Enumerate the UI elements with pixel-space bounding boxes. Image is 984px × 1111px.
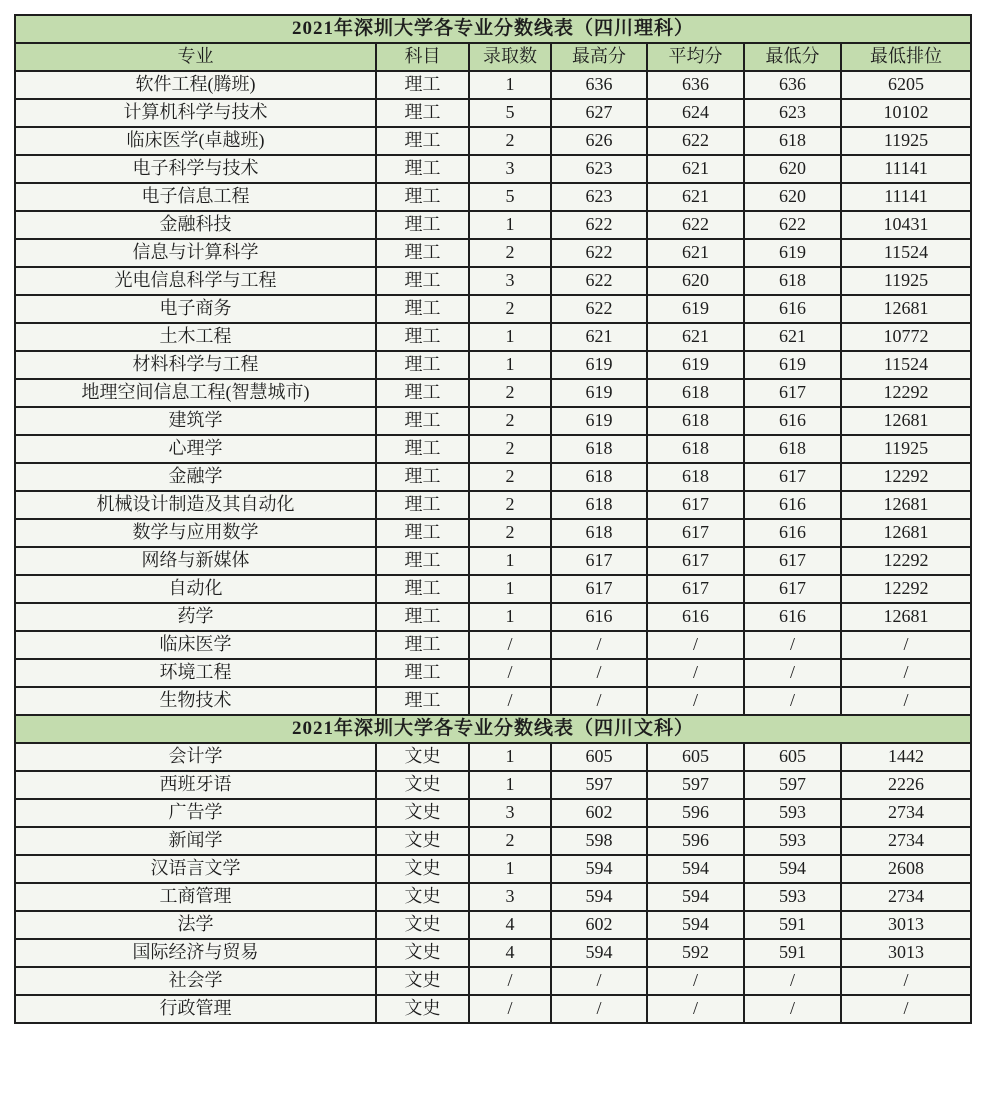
major-cell: 建筑学: [15, 407, 376, 435]
subject-cell: 理工: [376, 491, 469, 519]
count-cell: 1: [469, 855, 551, 883]
min-score-cell: /: [744, 631, 841, 659]
major-cell: 工商管理: [15, 883, 376, 911]
subject-cell: 理工: [376, 519, 469, 547]
min-rank-cell: /: [841, 631, 971, 659]
max-score-cell: 616: [551, 603, 647, 631]
subject-cell: 理工: [376, 407, 469, 435]
min-score-cell: /: [744, 687, 841, 715]
min-score-cell: 593: [744, 799, 841, 827]
major-cell: 临床医学(卓越班): [15, 127, 376, 155]
avg-score-cell: 617: [647, 575, 744, 603]
min-rank-cell: 2734: [841, 883, 971, 911]
min-score-cell: 616: [744, 491, 841, 519]
table-row: [15, 603, 971, 631]
count-cell: 1: [469, 211, 551, 239]
min-rank-cell: 11524: [841, 239, 971, 267]
major-cell: 药学: [15, 603, 376, 631]
major-cell: 西班牙语: [15, 771, 376, 799]
table-row: [15, 995, 971, 1023]
min-rank-cell: 10772: [841, 323, 971, 351]
avg-score-cell: 621: [647, 323, 744, 351]
max-score-cell: 621: [551, 323, 647, 351]
min-rank-cell: 12681: [841, 519, 971, 547]
table-row: [15, 463, 971, 491]
major-cell: 汉语言文学: [15, 855, 376, 883]
max-score-cell: /: [551, 967, 647, 995]
count-cell: 3: [469, 155, 551, 183]
min-score-cell: 593: [744, 827, 841, 855]
subject-cell: 理工: [376, 183, 469, 211]
avg-score-cell: 636: [647, 71, 744, 99]
min-rank-cell: 12292: [841, 547, 971, 575]
major-cell: 电子商务: [15, 295, 376, 323]
count-cell: 1: [469, 71, 551, 99]
section-title: 2021年深圳大学各专业分数线表（四川文科）: [15, 715, 971, 743]
major-cell: 材料科学与工程: [15, 351, 376, 379]
major-cell: 国际经济与贸易: [15, 939, 376, 967]
min-rank-cell: 3013: [841, 939, 971, 967]
count-cell: /: [469, 967, 551, 995]
min-rank-cell: /: [841, 967, 971, 995]
max-score-cell: /: [551, 995, 647, 1023]
table-row: [15, 295, 971, 323]
max-score-cell: 594: [551, 855, 647, 883]
subject-cell: 理工: [376, 379, 469, 407]
major-cell: 软件工程(腾班): [15, 71, 376, 99]
min-rank-cell: 12292: [841, 379, 971, 407]
table-row: [15, 547, 971, 575]
section-title: 2021年深圳大学各专业分数线表（四川理科）: [15, 15, 971, 43]
min-rank-cell: 12681: [841, 603, 971, 631]
table-row: [15, 771, 971, 799]
major-cell: 会计学: [15, 743, 376, 771]
avg-score-cell: 605: [647, 743, 744, 771]
section-title-row: [15, 715, 971, 743]
max-score-cell: 618: [551, 491, 647, 519]
avg-score-cell: 618: [647, 407, 744, 435]
count-cell: 2: [469, 127, 551, 155]
table-row: [15, 239, 971, 267]
subject-cell: 文史: [376, 939, 469, 967]
avg-score-cell: 618: [647, 379, 744, 407]
major-cell: 机械设计制造及其自动化: [15, 491, 376, 519]
count-cell: 4: [469, 911, 551, 939]
subject-cell: 理工: [376, 295, 469, 323]
min-rank-cell: 11524: [841, 351, 971, 379]
min-rank-cell: 12292: [841, 575, 971, 603]
max-score-cell: 622: [551, 211, 647, 239]
subject-cell: 理工: [376, 99, 469, 127]
min-rank-cell: 2608: [841, 855, 971, 883]
column-header-max-score: 最高分: [551, 43, 647, 71]
count-cell: /: [469, 687, 551, 715]
major-cell: 电子信息工程: [15, 183, 376, 211]
count-cell: 1: [469, 323, 551, 351]
avg-score-cell: 596: [647, 799, 744, 827]
count-cell: 2: [469, 435, 551, 463]
min-rank-cell: 2226: [841, 771, 971, 799]
min-rank-cell: 11925: [841, 267, 971, 295]
avg-score-cell: 592: [647, 939, 744, 967]
subject-cell: 文史: [376, 799, 469, 827]
table-row: [15, 71, 971, 99]
min-score-cell: 591: [744, 911, 841, 939]
min-score-cell: /: [744, 995, 841, 1023]
column-header-row: [15, 43, 971, 71]
column-header-major: 专业: [15, 43, 376, 71]
subject-cell: 理工: [376, 127, 469, 155]
count-cell: 2: [469, 295, 551, 323]
subject-cell: 理工: [376, 267, 469, 295]
min-rank-cell: 2734: [841, 827, 971, 855]
count-cell: 4: [469, 939, 551, 967]
major-cell: 新闻学: [15, 827, 376, 855]
major-cell: 金融科技: [15, 211, 376, 239]
column-header-min-score: 最低分: [744, 43, 841, 71]
max-score-cell: 602: [551, 911, 647, 939]
major-cell: 计算机科学与技术: [15, 99, 376, 127]
count-cell: /: [469, 631, 551, 659]
min-rank-cell: 11141: [841, 183, 971, 211]
max-score-cell: /: [551, 659, 647, 687]
major-cell: 社会学: [15, 967, 376, 995]
count-cell: 1: [469, 743, 551, 771]
subject-cell: 理工: [376, 155, 469, 183]
count-cell: 2: [469, 491, 551, 519]
avg-score-cell: 618: [647, 463, 744, 491]
avg-score-cell: 622: [647, 211, 744, 239]
min-score-cell: 620: [744, 183, 841, 211]
avg-score-cell: 617: [647, 547, 744, 575]
subject-cell: 理工: [376, 239, 469, 267]
table-row: [15, 911, 971, 939]
subject-cell: 理工: [376, 211, 469, 239]
min-rank-cell: 12681: [841, 295, 971, 323]
min-score-cell: 617: [744, 379, 841, 407]
avg-score-cell: /: [647, 967, 744, 995]
min-score-cell: 617: [744, 575, 841, 603]
max-score-cell: 622: [551, 239, 647, 267]
table-row: [15, 491, 971, 519]
admission-score-table: [14, 14, 972, 1024]
major-cell: 环境工程: [15, 659, 376, 687]
count-cell: 2: [469, 379, 551, 407]
table-row: [15, 631, 971, 659]
min-score-cell: 618: [744, 435, 841, 463]
min-rank-cell: 3013: [841, 911, 971, 939]
major-cell: 临床医学: [15, 631, 376, 659]
max-score-cell: /: [551, 687, 647, 715]
subject-cell: 文史: [376, 743, 469, 771]
max-score-cell: 622: [551, 267, 647, 295]
max-score-cell: 636: [551, 71, 647, 99]
column-header-subject: 科目: [376, 43, 469, 71]
avg-score-cell: 594: [647, 855, 744, 883]
major-cell: 生物技术: [15, 687, 376, 715]
min-score-cell: 618: [744, 267, 841, 295]
section-title-row: [15, 15, 971, 43]
count-cell: 1: [469, 351, 551, 379]
count-cell: 1: [469, 547, 551, 575]
table-row: [15, 351, 971, 379]
avg-score-cell: 617: [647, 519, 744, 547]
table-row: [15, 407, 971, 435]
min-score-cell: 623: [744, 99, 841, 127]
min-rank-cell: 11925: [841, 127, 971, 155]
column-header-min-rank: 最低排位: [841, 43, 971, 71]
min-score-cell: 616: [744, 295, 841, 323]
min-score-cell: 591: [744, 939, 841, 967]
max-score-cell: 622: [551, 295, 647, 323]
count-cell: /: [469, 995, 551, 1023]
subject-cell: 理工: [376, 687, 469, 715]
avg-score-cell: 622: [647, 127, 744, 155]
avg-score-cell: 596: [647, 827, 744, 855]
max-score-cell: 619: [551, 351, 647, 379]
min-score-cell: 594: [744, 855, 841, 883]
table-row: [15, 827, 971, 855]
min-rank-cell: 6205: [841, 71, 971, 99]
min-rank-cell: 12681: [841, 407, 971, 435]
table-row: [15, 267, 971, 295]
subject-cell: 理工: [376, 351, 469, 379]
min-score-cell: 593: [744, 883, 841, 911]
min-score-cell: 618: [744, 127, 841, 155]
subject-cell: 文史: [376, 855, 469, 883]
major-cell: 网络与新媒体: [15, 547, 376, 575]
subject-cell: 理工: [376, 659, 469, 687]
table-row: [15, 743, 971, 771]
max-score-cell: 619: [551, 379, 647, 407]
min-score-cell: 617: [744, 463, 841, 491]
max-score-cell: 597: [551, 771, 647, 799]
max-score-cell: /: [551, 631, 647, 659]
avg-score-cell: 619: [647, 351, 744, 379]
avg-score-cell: 621: [647, 239, 744, 267]
table-row: [15, 127, 971, 155]
max-score-cell: 598: [551, 827, 647, 855]
major-cell: 土木工程: [15, 323, 376, 351]
subject-cell: 文史: [376, 911, 469, 939]
subject-cell: 文史: [376, 995, 469, 1023]
min-score-cell: 605: [744, 743, 841, 771]
max-score-cell: 623: [551, 183, 647, 211]
major-cell: 法学: [15, 911, 376, 939]
major-cell: 金融学: [15, 463, 376, 491]
min-score-cell: 636: [744, 71, 841, 99]
avg-score-cell: /: [647, 631, 744, 659]
table-row: [15, 183, 971, 211]
avg-score-cell: /: [647, 659, 744, 687]
max-score-cell: 617: [551, 575, 647, 603]
avg-score-cell: 621: [647, 155, 744, 183]
max-score-cell: 594: [551, 883, 647, 911]
min-rank-cell: /: [841, 687, 971, 715]
subject-cell: 理工: [376, 575, 469, 603]
min-rank-cell: 10102: [841, 99, 971, 127]
min-score-cell: 622: [744, 211, 841, 239]
count-cell: 3: [469, 267, 551, 295]
major-cell: 行政管理: [15, 995, 376, 1023]
min-score-cell: 619: [744, 351, 841, 379]
avg-score-cell: 616: [647, 603, 744, 631]
avg-score-cell: 620: [647, 267, 744, 295]
min-rank-cell: 1442: [841, 743, 971, 771]
major-cell: 广告学: [15, 799, 376, 827]
max-score-cell: 617: [551, 547, 647, 575]
subject-cell: 文史: [376, 967, 469, 995]
max-score-cell: 626: [551, 127, 647, 155]
subject-cell: 文史: [376, 827, 469, 855]
min-rank-cell: 11925: [841, 435, 971, 463]
major-cell: 地理空间信息工程(智慧城市): [15, 379, 376, 407]
min-score-cell: 619: [744, 239, 841, 267]
max-score-cell: 619: [551, 407, 647, 435]
max-score-cell: 618: [551, 435, 647, 463]
avg-score-cell: 619: [647, 295, 744, 323]
table-body: [15, 15, 971, 1023]
min-score-cell: 620: [744, 155, 841, 183]
avg-score-cell: 594: [647, 911, 744, 939]
min-score-cell: 616: [744, 407, 841, 435]
count-cell: 2: [469, 239, 551, 267]
table-row: [15, 855, 971, 883]
table-row: [15, 379, 971, 407]
avg-score-cell: 618: [647, 435, 744, 463]
subject-cell: 理工: [376, 603, 469, 631]
min-rank-cell: 2734: [841, 799, 971, 827]
major-cell: 数学与应用数学: [15, 519, 376, 547]
min-rank-cell: 10431: [841, 211, 971, 239]
column-header-avg-score: 平均分: [647, 43, 744, 71]
avg-score-cell: 621: [647, 183, 744, 211]
column-header-count: 录取数: [469, 43, 551, 71]
min-score-cell: 616: [744, 603, 841, 631]
table-row: [15, 939, 971, 967]
avg-score-cell: 624: [647, 99, 744, 127]
table-row: [15, 799, 971, 827]
count-cell: 1: [469, 771, 551, 799]
count-cell: 3: [469, 799, 551, 827]
min-score-cell: 616: [744, 519, 841, 547]
avg-score-cell: /: [647, 995, 744, 1023]
count-cell: 1: [469, 603, 551, 631]
major-cell: 电子科学与技术: [15, 155, 376, 183]
avg-score-cell: 597: [647, 771, 744, 799]
max-score-cell: 618: [551, 519, 647, 547]
min-rank-cell: /: [841, 659, 971, 687]
count-cell: 2: [469, 463, 551, 491]
table-row: [15, 575, 971, 603]
min-score-cell: 597: [744, 771, 841, 799]
major-cell: 心理学: [15, 435, 376, 463]
min-rank-cell: /: [841, 995, 971, 1023]
min-rank-cell: 11141: [841, 155, 971, 183]
avg-score-cell: 617: [647, 491, 744, 519]
max-score-cell: 594: [551, 939, 647, 967]
count-cell: 2: [469, 407, 551, 435]
major-cell: 信息与计算科学: [15, 239, 376, 267]
count-cell: 2: [469, 827, 551, 855]
max-score-cell: 618: [551, 463, 647, 491]
max-score-cell: 627: [551, 99, 647, 127]
table-row: [15, 323, 971, 351]
count-cell: 5: [469, 99, 551, 127]
min-score-cell: 621: [744, 323, 841, 351]
min-rank-cell: 12292: [841, 463, 971, 491]
major-cell: 光电信息科学与工程: [15, 267, 376, 295]
subject-cell: 理工: [376, 547, 469, 575]
subject-cell: 文史: [376, 883, 469, 911]
table-row: [15, 435, 971, 463]
avg-score-cell: /: [647, 687, 744, 715]
subject-cell: 理工: [376, 631, 469, 659]
table-row: [15, 967, 971, 995]
table-row: [15, 659, 971, 687]
count-cell: 3: [469, 883, 551, 911]
avg-score-cell: 594: [647, 883, 744, 911]
table-row: [15, 211, 971, 239]
subject-cell: 文史: [376, 771, 469, 799]
subject-cell: 理工: [376, 463, 469, 491]
table-row: [15, 99, 971, 127]
subject-cell: 理工: [376, 71, 469, 99]
max-score-cell: 602: [551, 799, 647, 827]
min-score-cell: /: [744, 659, 841, 687]
max-score-cell: 623: [551, 155, 647, 183]
count-cell: /: [469, 659, 551, 687]
table-row: [15, 519, 971, 547]
table-row: [15, 687, 971, 715]
table-row: [15, 155, 971, 183]
max-score-cell: 605: [551, 743, 647, 771]
subject-cell: 理工: [376, 435, 469, 463]
count-cell: 2: [469, 519, 551, 547]
count-cell: 1: [469, 575, 551, 603]
subject-cell: 理工: [376, 323, 469, 351]
major-cell: 自动化: [15, 575, 376, 603]
min-score-cell: /: [744, 967, 841, 995]
count-cell: 5: [469, 183, 551, 211]
table-row: [15, 883, 971, 911]
min-rank-cell: 12681: [841, 491, 971, 519]
min-score-cell: 617: [744, 547, 841, 575]
